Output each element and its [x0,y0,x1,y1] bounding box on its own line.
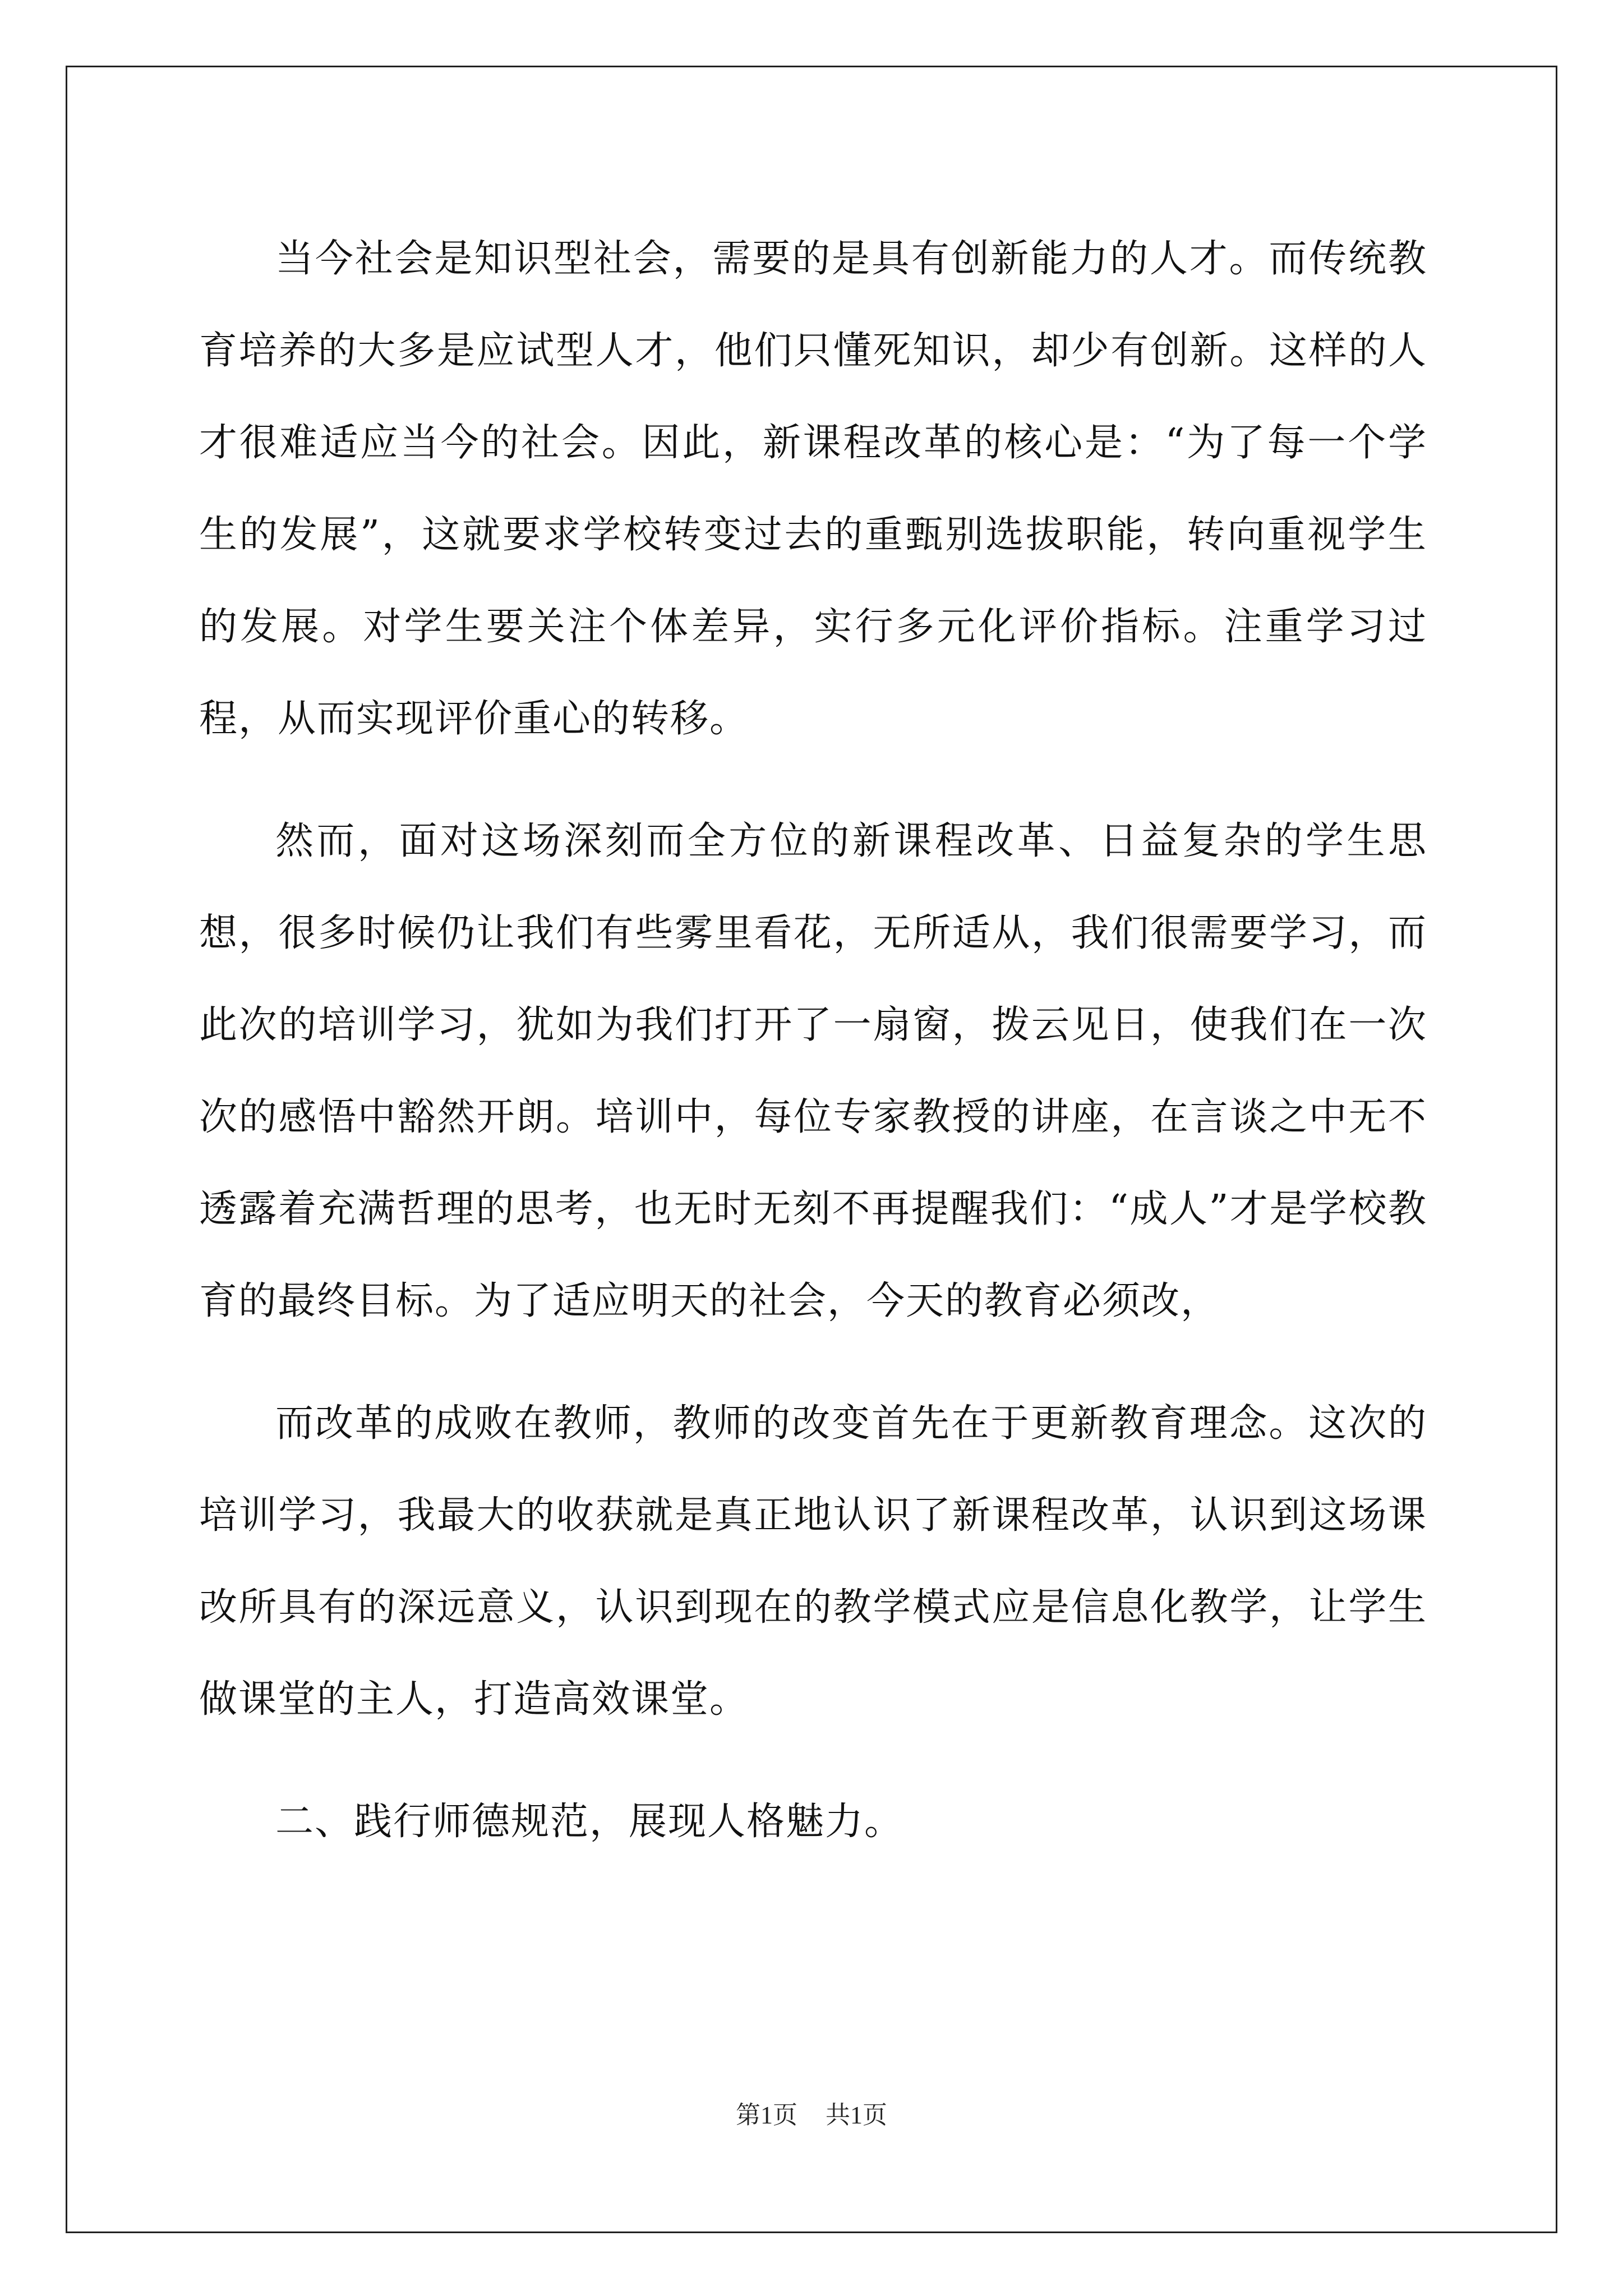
page-footer [0,2095,1623,2131]
page-number: 第1页 [736,2101,797,2129]
document-body [199,213,1427,1898]
paragraph: 然而，面对这场深刻而全方位的新课程改革、日益复杂的学生思想，很多时候仍让我们有些雾里看花，无所适从，我们很需要学习，而此次的培训学习，犹如为我们打开了一扇窗，拨云见日，使我们在一次次的感悟中豁然开朗。培训中，每位专家教授的讲座，在言谈之中无不透露着充满哲理的思考，也无时无刻不再提醒我们：“成人”才是学校教育的最终目标。为了适应明天的社会，今天的教育必须改， [199,819,1427,1323]
page-total: 共1页 [826,2101,887,2129]
paragraph: 而改革的成败在教师，教师的改变首先在于更新教育理念。这次的培训学习，我最大的收获就是真正地认识了新课程改革，认识到这场课改所具有的深远意义，认识到现在的教学模式应是信息化教学，让学生做课堂的主人，打造高效课堂。 [199,1401,1427,1722]
paragraph: 二、践行师德规范，展现人格魅力。 [275,1800,904,1844]
paragraph: 当今社会是知识型社会，需要的是具有创新能力的人才。而传统教育培养的大多是应试型人才，他们只懂死知识，却少有创新。这样的人才很难适应当今的社会。因此，新课程改革的核心是：“为了每一个学生的发展”，这就要求学校转变过去的重甄别选拔职能，转向重视学生的发展。对学生要关注个体差异，实行多元化评价指标。注重学习过程，从而实现评价重心的转移。 [199,237,1427,741]
